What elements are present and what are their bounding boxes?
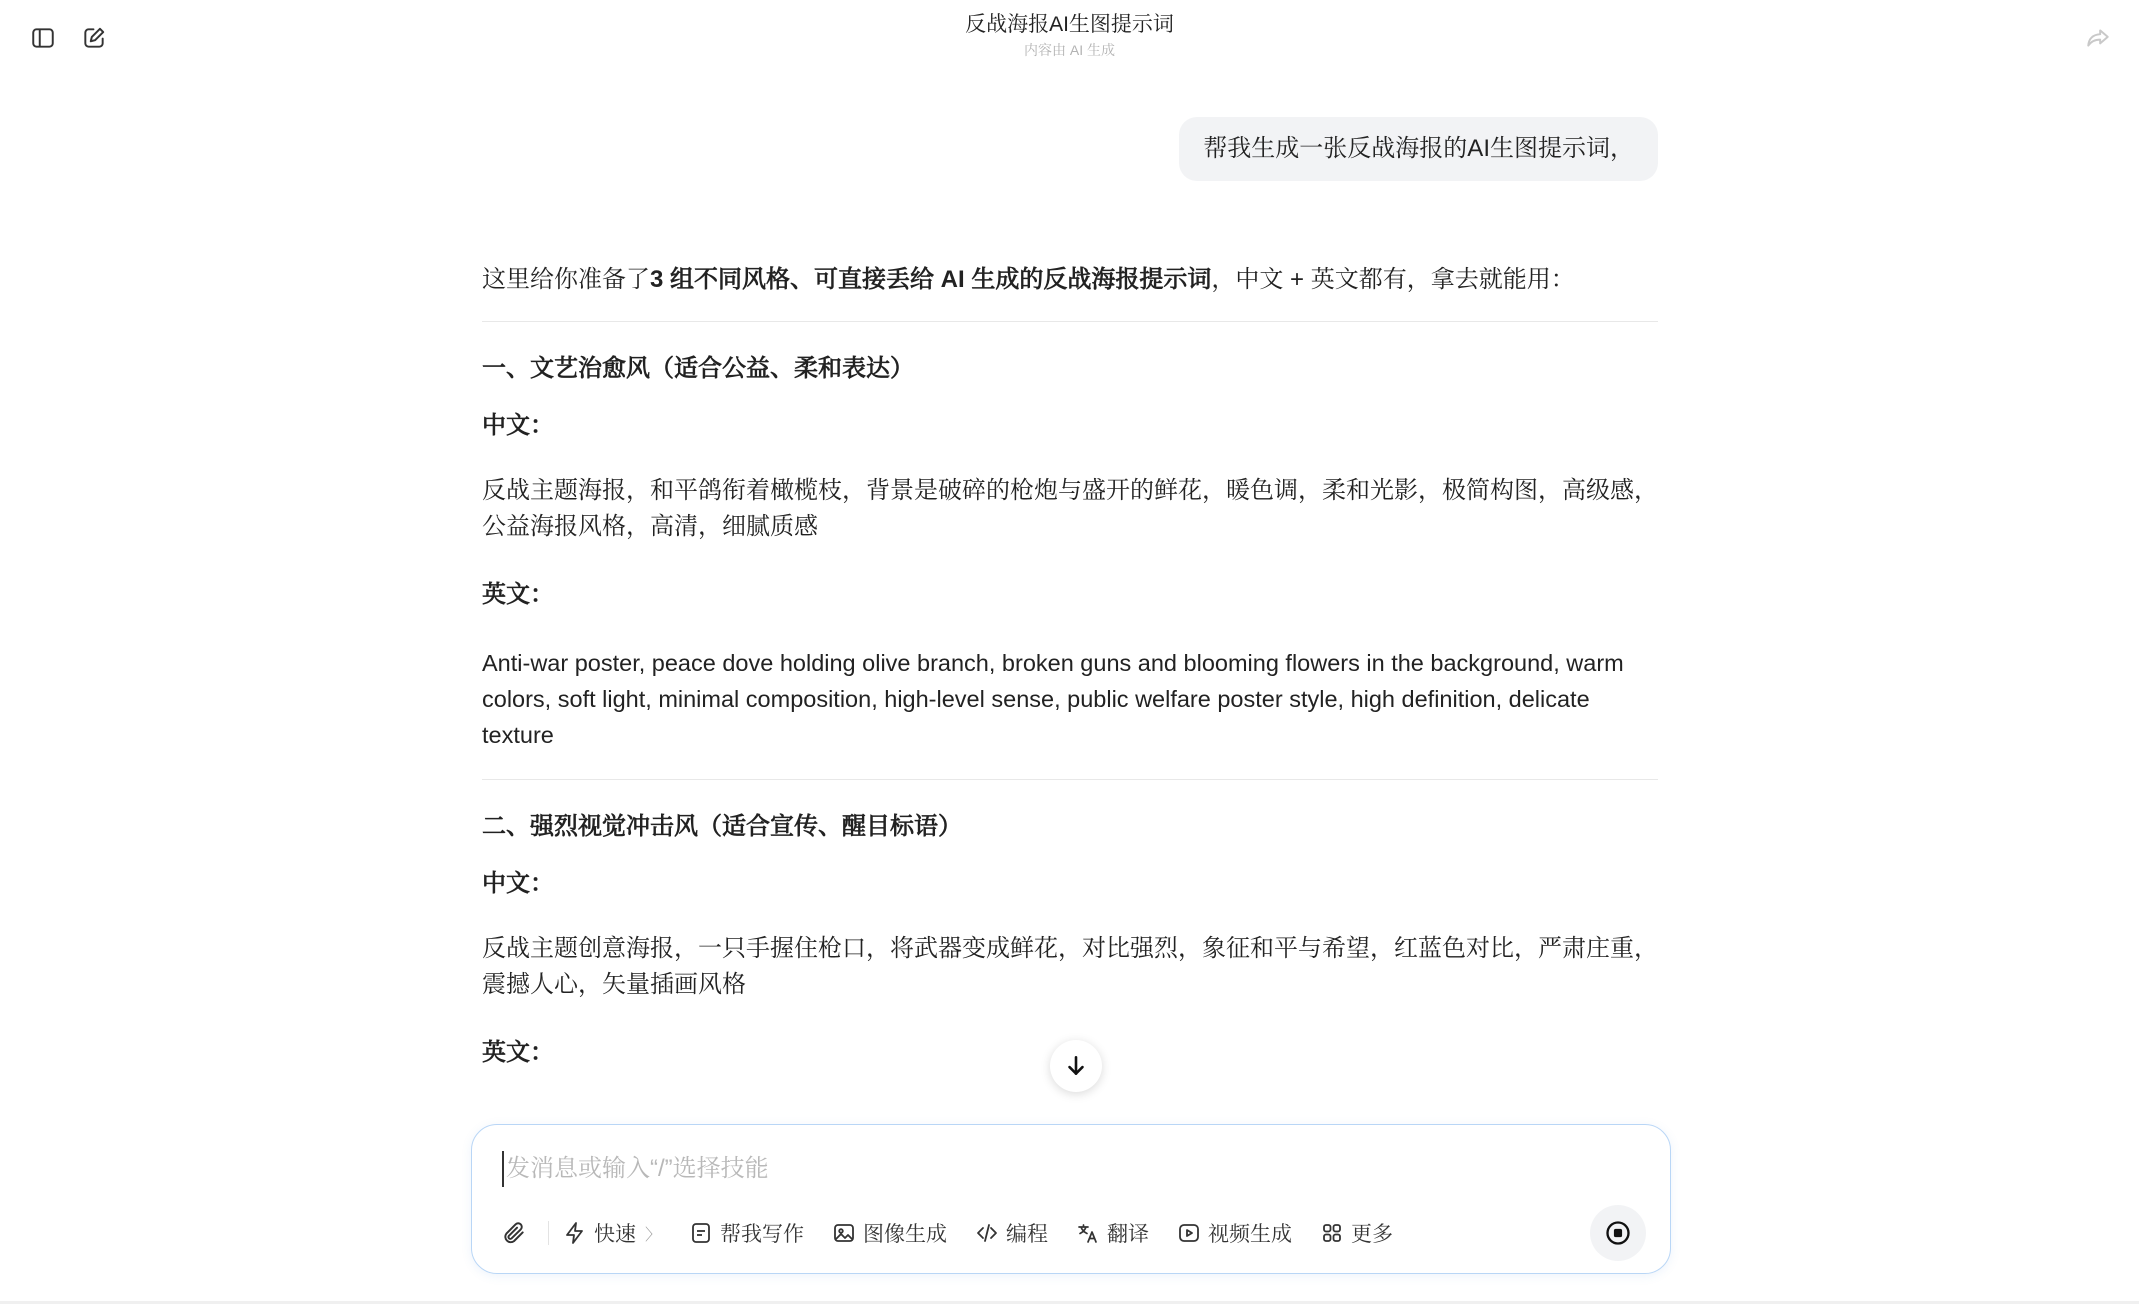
attach-button[interactable] — [496, 1215, 532, 1251]
quick-mode-button[interactable] — [563, 1218, 661, 1248]
chevron-right-icon: 〉 — [645, 1226, 662, 1244]
intro-prefix: 这里给你准备了 — [482, 266, 650, 293]
coding-label: 编程 — [1006, 1223, 1049, 1246]
image-icon — [832, 1221, 856, 1245]
chat-title-block — [0, 10, 2139, 60]
image-generation-label: 图像生成 — [863, 1223, 948, 1246]
answer-intro — [482, 262, 1658, 298]
section-heading: 二、强烈视觉冲击风（适合宣传、醒目标语） — [482, 813, 962, 840]
zh-prompt-text: 反战主题海报，和平鸽衔着橄榄枝，背景是破碎的枪炮与盛开的鲜花，暖色调，柔和光影，极简构图，高级感，公益海报风格，高清，细腻质感 — [482, 477, 1658, 540]
arrow-down-icon — [1063, 1053, 1089, 1079]
share-button[interactable] — [2080, 20, 2116, 56]
more-label: 更多 — [1351, 1223, 1394, 1246]
write-label: 帮我写作 — [720, 1223, 805, 1246]
record-icon — [1604, 1219, 1632, 1247]
en-label: 英文： — [482, 581, 554, 608]
scroll-to-bottom-button[interactable] — [1050, 1040, 1102, 1092]
en-label: 英文： — [482, 1039, 554, 1066]
zh-label: 中文： — [482, 870, 554, 897]
intro-suffix: ，中文 + 英文都有，拿去就能用： — [1211, 266, 1575, 293]
share-icon — [2085, 25, 2111, 51]
write-icon — [689, 1221, 713, 1245]
paperclip-icon — [501, 1220, 527, 1246]
lightning-icon — [563, 1221, 587, 1245]
message-input[interactable]: 发消息或输入“/”选择技能 — [502, 1151, 1602, 1187]
coding-button[interactable] — [975, 1218, 1048, 1248]
zh-label: 中文： — [482, 412, 554, 439]
divider — [482, 321, 1658, 322]
voice-button[interactable] — [1590, 1205, 1646, 1261]
intro-bold: 3 组不同风格、可直接丢给 AI 生成的反战海报提示词 — [650, 266, 1212, 293]
translate-label: 翻译 — [1107, 1223, 1150, 1246]
write-button[interactable] — [689, 1218, 804, 1248]
en-prompt-text: Anti-war poster, peace dove holding olive branch, broken guns and blooming flowers in the background, warm colors, soft light, minimal composition, high-level sense, public welfare poster style, high definition, delicate texture — [482, 650, 1624, 748]
translate-button[interactable] — [1076, 1218, 1149, 1248]
toolbar-separator — [548, 1221, 549, 1245]
user-message-bubble: 帮我生成一张反战海报的AI生图提示词， — [1179, 117, 1658, 181]
top-header — [0, 0, 2139, 76]
translate-icon — [1076, 1221, 1100, 1245]
video-generation-button[interactable] — [1177, 1218, 1292, 1248]
chat-title[interactable]: 反战海报AI生图提示词 — [965, 13, 1174, 36]
more-button[interactable] — [1320, 1218, 1393, 1248]
image-generation-button[interactable] — [832, 1218, 947, 1248]
zh-prompt-text: 反战主题创意海报，一只手握住枪口，将武器变成鲜花，对比强烈，象征和平与希望，红蓝色对比，严肃庄重，震撼人心，矢量插画风格 — [482, 935, 1658, 998]
grid-icon — [1320, 1221, 1344, 1245]
section-heading: 一、文艺治愈风（适合公益、柔和表达） — [482, 355, 914, 382]
quick-mode-label: 快速 — [594, 1223, 636, 1246]
composer-toolbar — [496, 1213, 1646, 1253]
video-icon — [1177, 1221, 1201, 1245]
ai-generated-note: 内容由 AI 生成 — [1023, 42, 1115, 58]
video-generation-label: 视频生成 — [1208, 1223, 1293, 1246]
code-icon — [975, 1221, 999, 1245]
message-composer — [471, 1124, 1671, 1274]
assistant-answer — [482, 262, 1658, 1070]
divider — [482, 779, 1658, 780]
